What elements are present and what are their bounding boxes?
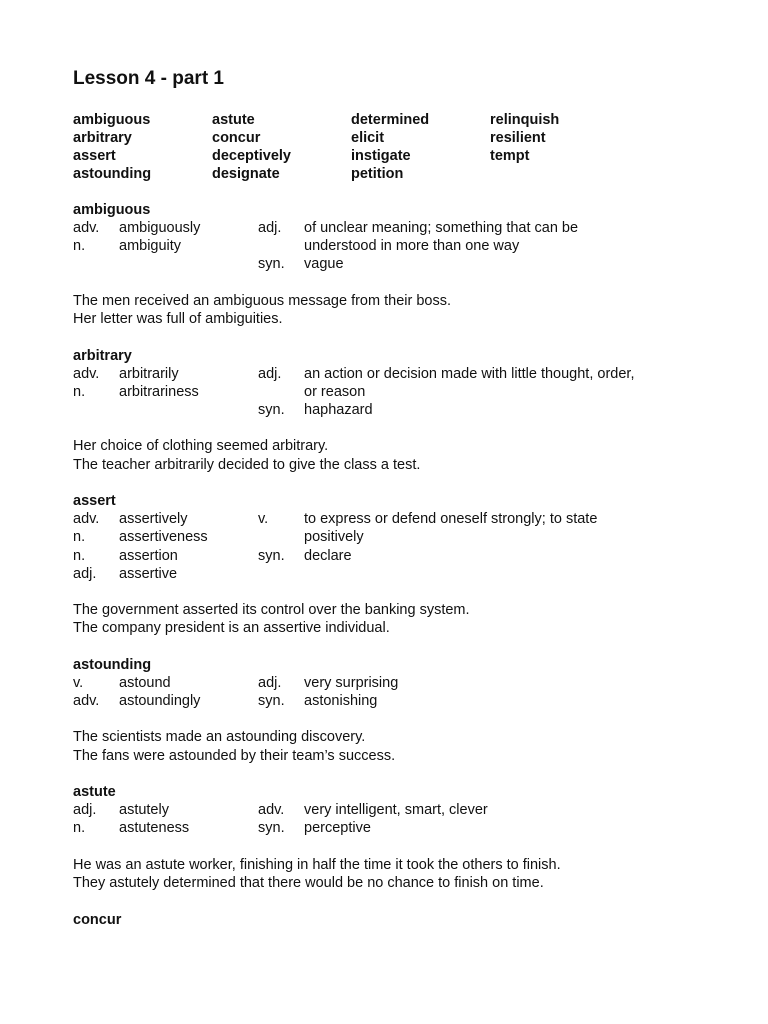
entry-definition-row bbox=[73, 255, 713, 273]
word-form bbox=[119, 401, 258, 419]
definition-text: perceptive bbox=[304, 820, 371, 837]
word-entry bbox=[73, 783, 713, 892]
entry-definition-row bbox=[73, 401, 713, 419]
vocabulary-word: arbitrary bbox=[73, 130, 132, 146]
definition-tag bbox=[258, 237, 304, 255]
example-sentence: He was an astute worker, finishing in half the time it took the others to finish. bbox=[73, 856, 561, 873]
entry-definition-row bbox=[73, 219, 713, 237]
definition-tag: syn. bbox=[258, 547, 285, 564]
example-sentences bbox=[73, 601, 713, 638]
part-of-speech: adv. bbox=[73, 365, 100, 382]
vocabulary-word: deceptively bbox=[212, 148, 291, 164]
entry-headword: astounding bbox=[73, 656, 152, 673]
word-form: assertiveness bbox=[119, 529, 208, 546]
definition-text: an action or decision made with little thought, order, bbox=[304, 365, 635, 382]
example-sentences bbox=[73, 728, 713, 765]
entry-headword: ambiguous bbox=[73, 202, 151, 218]
definition-tag bbox=[258, 383, 304, 401]
definition-text: positively bbox=[304, 529, 364, 546]
vocabulary-word: designate bbox=[212, 166, 280, 182]
vocabulary-word-list bbox=[73, 111, 713, 183]
part-of-speech: v. bbox=[73, 674, 84, 691]
example-sentences bbox=[73, 856, 713, 893]
vocabulary-word: instigate bbox=[351, 148, 411, 164]
vocabulary-word: astute bbox=[212, 112, 255, 128]
definition-tag: adj. bbox=[258, 674, 282, 691]
definition-text: understood in more than one way bbox=[304, 238, 520, 255]
definition-tag bbox=[258, 528, 304, 546]
part-of-speech: adv. bbox=[73, 693, 100, 710]
definition-tag: v. bbox=[258, 511, 269, 528]
part-of-speech bbox=[73, 255, 119, 273]
entry-definition-row bbox=[73, 674, 713, 692]
page-title: Lesson 4 - part 1 bbox=[73, 68, 224, 89]
entries-list bbox=[73, 201, 713, 929]
example-sentence: The scientists made an astounding discovery. bbox=[73, 729, 366, 746]
vocabulary-word: petition bbox=[351, 166, 404, 182]
word-entry bbox=[73, 911, 713, 929]
example-sentences bbox=[73, 292, 713, 329]
definition-text: vague bbox=[304, 256, 344, 273]
entry-definition-row bbox=[73, 237, 713, 255]
definition-tag: adj. bbox=[258, 365, 282, 382]
definition-tag bbox=[258, 565, 304, 583]
definition-tag: adj. bbox=[258, 220, 282, 236]
entry-headword: concur bbox=[73, 911, 122, 928]
example-sentence: The fans were astounded by their team’s success. bbox=[73, 747, 396, 764]
definition-text: astonishing bbox=[304, 693, 378, 710]
entry-definition-row bbox=[73, 819, 713, 837]
word-entry bbox=[73, 201, 713, 329]
vocabulary-word: relinquish bbox=[490, 112, 560, 128]
part-of-speech: n. bbox=[73, 238, 86, 255]
entry-definition-row bbox=[73, 692, 713, 710]
definition-tag: syn. bbox=[258, 693, 285, 710]
vocabulary-word: astounding bbox=[73, 166, 152, 182]
definition-text: to express or defend oneself strongly; to state bbox=[304, 511, 598, 528]
entry-definition-row bbox=[73, 528, 713, 546]
part-of-speech: adv. bbox=[73, 511, 100, 528]
word-entry bbox=[73, 347, 713, 475]
part-of-speech: adj. bbox=[73, 802, 97, 819]
definition-text: very intelligent, smart, clever bbox=[304, 802, 488, 819]
word-form: assertively bbox=[119, 511, 188, 528]
example-sentence: The men received an ambiguous message from their boss. bbox=[73, 292, 451, 309]
word-form: arbitrariness bbox=[119, 383, 199, 400]
entry-definition-row bbox=[73, 510, 713, 528]
vocabulary-word: determined bbox=[351, 112, 430, 128]
word-form: assertion bbox=[119, 547, 178, 564]
vocabulary-word: assert bbox=[73, 148, 116, 164]
definition-text: very surprising bbox=[304, 674, 399, 691]
entry-definition-row bbox=[73, 565, 713, 583]
part-of-speech: adj. bbox=[73, 565, 97, 582]
part-of-speech: n. bbox=[73, 529, 86, 546]
entry-headword: arbitrary bbox=[73, 347, 132, 364]
word-form bbox=[119, 255, 258, 273]
word-form: assertive bbox=[119, 565, 178, 582]
definition-tag: syn. bbox=[258, 401, 285, 418]
word-form: astound bbox=[119, 674, 171, 691]
definition-text: of unclear meaning; something that can be bbox=[304, 220, 579, 236]
entry-definition-row bbox=[73, 547, 713, 565]
definition-tag: adv. bbox=[258, 802, 285, 819]
part-of-speech: n. bbox=[73, 820, 86, 837]
vocabulary-word: resilient bbox=[490, 130, 546, 146]
entry-headword: assert bbox=[73, 493, 116, 510]
example-sentences bbox=[73, 437, 713, 474]
entry-definition-row bbox=[73, 383, 713, 401]
entry-headword: astute bbox=[73, 784, 116, 801]
definition-text bbox=[304, 565, 713, 583]
entry-definition-row bbox=[73, 365, 713, 383]
part-of-speech: adv. bbox=[73, 220, 100, 236]
example-sentence: They astutely determined that there would be no chance to finish on time. bbox=[73, 875, 544, 892]
definition-tag: syn. bbox=[258, 820, 285, 837]
entry-definition-row bbox=[73, 801, 713, 819]
word-entry bbox=[73, 656, 713, 765]
definition-text: haphazard bbox=[304, 401, 373, 418]
example-sentence: The government asserted its control over the banking system. bbox=[73, 601, 470, 618]
vocabulary-word: tempt bbox=[490, 148, 530, 164]
example-sentence: The company president is an assertive individual. bbox=[73, 620, 390, 637]
definition-text: or reason bbox=[304, 383, 366, 400]
definition-tag: syn. bbox=[258, 256, 285, 273]
vocabulary-word bbox=[490, 165, 629, 183]
word-form: astutely bbox=[119, 802, 169, 819]
word-form: ambiguity bbox=[119, 238, 182, 255]
part-of-speech bbox=[73, 401, 119, 419]
example-sentence: The teacher arbitrarily decided to give the class a test. bbox=[73, 456, 421, 473]
part-of-speech: n. bbox=[73, 547, 86, 564]
word-form: arbitrarily bbox=[119, 365, 179, 382]
word-entry bbox=[73, 492, 713, 638]
example-sentence: Her choice of clothing seemed arbitrary. bbox=[73, 438, 329, 455]
definition-text: declare bbox=[304, 547, 352, 564]
example-sentence: Her letter was full of ambiguities. bbox=[73, 311, 283, 328]
document-page bbox=[73, 66, 713, 929]
word-form: astuteness bbox=[119, 820, 190, 837]
vocabulary-word: ambiguous bbox=[73, 112, 151, 128]
vocabulary-word: elicit bbox=[351, 130, 385, 146]
word-form: ambiguously bbox=[119, 220, 201, 236]
word-form: astoundingly bbox=[119, 693, 201, 710]
part-of-speech: n. bbox=[73, 383, 86, 400]
vocabulary-word: concur bbox=[212, 130, 261, 146]
